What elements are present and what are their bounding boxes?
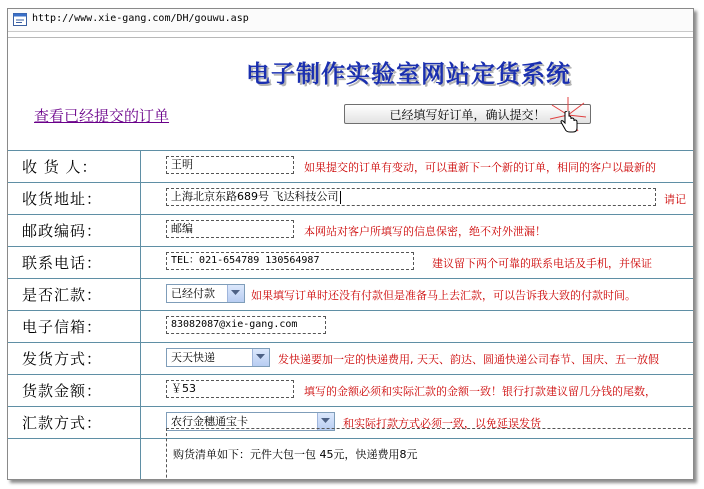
email-label: 电子信箱： (22, 318, 103, 336)
browser-frame (7, 8, 694, 480)
remit-method-label: 汇款方式： (22, 414, 103, 432)
phone-note: 建议留下两个可靠的联系电话及手机，并保证 (432, 257, 652, 270)
row-remitted (8, 279, 693, 311)
page-title: 电子制作实验室网站定货系统 (246, 59, 571, 88)
hand-cursor-icon (560, 111, 578, 133)
zipcode-input[interactable]: 邮编 (166, 220, 294, 238)
row-shipping (8, 343, 693, 375)
remit-method-note: 和实际打款方式必须一致，以免延误发货 (343, 417, 541, 430)
address-label: 收货地址： (22, 190, 103, 208)
address-note: 请记 (664, 193, 686, 206)
address-value: 上海北京东路689号 飞达科技公司 (171, 190, 339, 203)
remit-method-selected: 农行金穗通宝卡 (171, 415, 248, 428)
page-icon (12, 12, 28, 27)
url-text[interactable]: http://www.xie-gang.com/DH/gouwu.asp (32, 13, 249, 24)
remitted-selected: 已经付款 (171, 287, 215, 300)
row-phone (8, 247, 693, 279)
row-consignee (8, 151, 693, 183)
consignee-input[interactable]: 王明 (166, 156, 294, 174)
order-list-text: 购货清单如下：元件大包一包 45元，快递费用8元 (173, 448, 418, 461)
address-bar[interactable] (8, 9, 693, 32)
shipping-label: 发货方式： (22, 350, 103, 368)
divider (8, 37, 693, 38)
address-input[interactable] (166, 188, 656, 206)
amount-note: 填写的金额必须和实际汇款的金额一致！银行打款建议留几分钱的尾数， (304, 385, 656, 398)
row-zipcode (8, 215, 693, 247)
chevron-down-icon[interactable] (227, 285, 244, 302)
submit-order-button[interactable]: 已经填写好订单，确认提交！ (344, 104, 591, 124)
shipping-selected: 天天快递 (171, 351, 215, 364)
chevron-down-icon[interactable] (252, 349, 269, 366)
text-caret (340, 191, 341, 204)
consignee-label: 收 货 人： (22, 158, 98, 176)
shipping-select[interactable] (166, 348, 270, 367)
amount-label: 货款金额： (22, 382, 103, 400)
remitted-select[interactable] (166, 284, 245, 303)
email-input[interactable]: 83082087@xie-gang.com (166, 316, 326, 334)
phone-input[interactable]: TEL：021-654789 130564987 (166, 252, 414, 270)
amount-input[interactable]: ￥53 (166, 380, 294, 398)
row-address (8, 183, 693, 215)
view-submitted-orders-link[interactable]: 查看已经提交的订单 (34, 107, 170, 125)
zipcode-note: 本网站对客户所填写的信息保密，绝不对外泄漏！ (304, 225, 546, 238)
remitted-note: 如果填写订单时还没有付款但是准备马上去汇款，可以告诉我大致的付款时间。 (251, 289, 636, 302)
row-amount (8, 375, 693, 407)
remitted-label: 是否汇款： (22, 286, 103, 304)
consignee-note: 如果提交的订单有变动，可以重新下一个新的订单，相同的客户以最新的 (304, 161, 656, 174)
phone-label: 联系电话： (22, 254, 103, 272)
shipping-note: 发快递要加一定的快递费用, 天天、韵达、圆通快递公司春节、国庆、五一放假 (278, 353, 659, 366)
row-email (8, 311, 693, 343)
zipcode-label: 邮政编码： (22, 222, 103, 240)
